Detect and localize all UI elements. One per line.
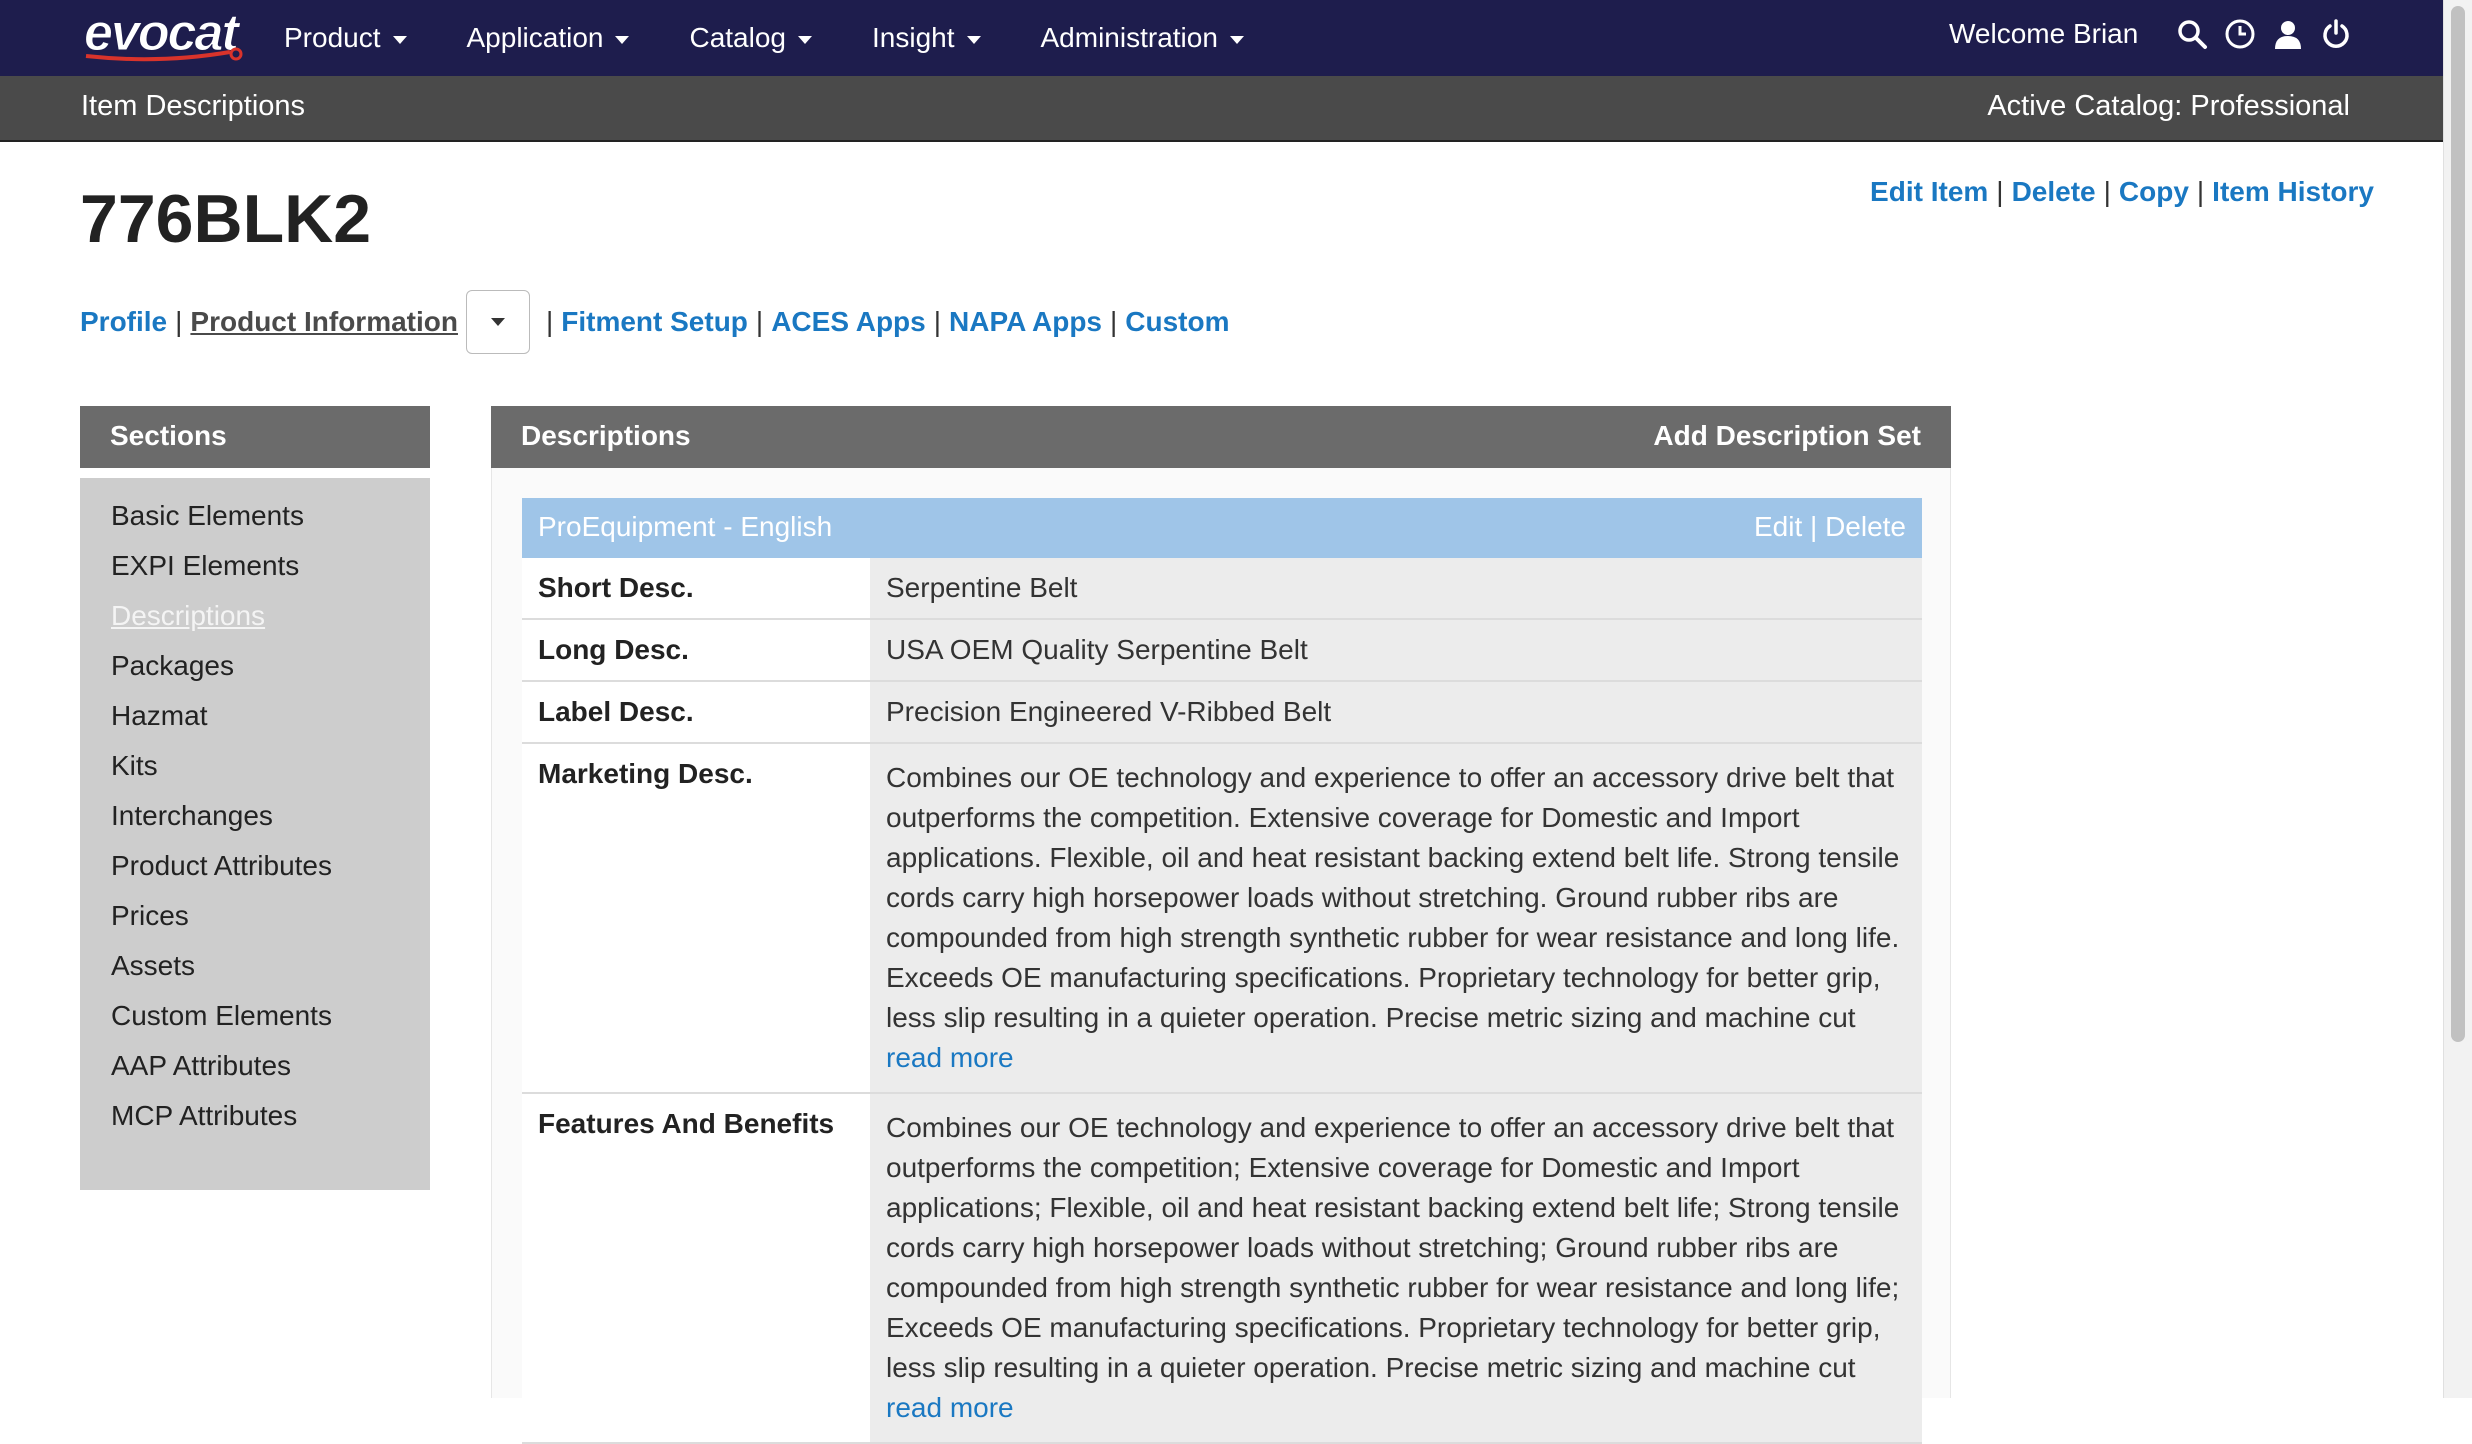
- tab-fitment-setup[interactable]: Fitment Setup: [561, 306, 748, 337]
- scrollbar-thumb[interactable]: [2451, 6, 2465, 1042]
- search-icon[interactable]: [2176, 18, 2208, 50]
- section-interchanges[interactable]: Interchanges: [111, 800, 273, 831]
- separator: |: [1810, 511, 1826, 542]
- descriptions-body: [491, 468, 1951, 1423]
- separator: |: [1996, 176, 2004, 207]
- item-number: 776BLK2: [80, 181, 372, 257]
- chevron-down-icon: [615, 36, 629, 44]
- descriptions-title: Descriptions: [521, 420, 691, 451]
- chevron-down-icon: [491, 318, 505, 326]
- menu-insight-label: Insight: [872, 22, 955, 53]
- features-text: Combines our OE technology and experience to offer an accessory drive belt that outperforms the competition; Extensive coverage for Domestic and Import applications; Flexible, oil and heat resistant backing extend belt life; Strong tensile cords carry high horsepower loads without stretching; Ground rubber ribs are compounded from high strength synthetic rubber for wear resistance and long life; Exceeds OE manufacturing specifications. Proprietary technology for better grip, less slip resulting in a quieter operation. Precise metric sizing and machine cut: [886, 1112, 1900, 1383]
- section-basic-elements[interactable]: Basic Elements: [111, 500, 304, 531]
- power-icon[interactable]: [2320, 18, 2352, 50]
- table-row: [522, 744, 1922, 1094]
- chevron-down-icon: [393, 36, 407, 44]
- marketing-desc-text: Combines our OE technology and experience to offer an accessory drive belt that outperforms the competition. Extensive coverage for Domestic and Import applications. Flexible, oil and heat resistant backing extend belt life. Strong tensile cords carry high horsepower loads without stretching. Ground rubber ribs are compounded from high strength synthetic rubber for wear resistance and long life. Exceeds OE manufacturing specifications. Proprietary technology for better grip, less slip resulting in a quieter operation. Precise metric sizing and machine cut: [886, 762, 1900, 1033]
- section-assets[interactable]: Assets: [111, 950, 196, 981]
- menu-application-label: Application: [466, 22, 604, 53]
- row-value: [870, 744, 1922, 1092]
- row-label: Long Desc.: [522, 620, 870, 680]
- table-row: [522, 558, 1922, 620]
- page-title: Item Descriptions: [81, 90, 306, 122]
- section-aap-attributes[interactable]: AAP Attributes: [111, 1050, 292, 1081]
- page-subheader: [0, 76, 2444, 142]
- descriptions-header: [491, 406, 1951, 468]
- menu-administration-label: Administration: [1040, 22, 1218, 53]
- section-descriptions[interactable]: Descriptions: [111, 600, 266, 631]
- description-set-header: [522, 498, 1922, 558]
- menu-application[interactable]: [467, 22, 630, 54]
- top-nav-bar: [0, 0, 2444, 76]
- section-hazmat[interactable]: Hazmat: [111, 700, 208, 731]
- row-label: Features And Benefits: [522, 1094, 870, 1442]
- separator: |: [2196, 176, 2205, 207]
- read-more-link[interactable]: read more: [886, 1042, 1014, 1073]
- row-label: Label Desc.: [522, 682, 870, 742]
- sections-header: Sections: [80, 406, 430, 468]
- svg-text:evocat: evocat: [84, 6, 237, 62]
- delete-set-link[interactable]: Delete: [1825, 511, 1906, 542]
- row-value: USA OEM Quality Serpentine Belt: [870, 620, 1922, 680]
- menu-catalog-label: Catalog: [689, 22, 786, 53]
- section-packages[interactable]: Packages: [111, 650, 234, 681]
- row-value: Precision Engineered V-Ribbed Belt: [870, 682, 1922, 742]
- description-set-actions: [1754, 511, 1906, 543]
- row-value: Serpentine Belt: [870, 558, 1922, 618]
- tab-aces-apps[interactable]: ACES Apps: [771, 306, 926, 337]
- section-prices[interactable]: Prices: [111, 900, 189, 931]
- sections-list: [80, 478, 430, 1190]
- main-menu: [284, 0, 1304, 76]
- copy-link[interactable]: Copy: [2118, 176, 2189, 207]
- evocat-logo[interactable]: [80, 6, 252, 68]
- tab-profile[interactable]: Profile: [80, 306, 168, 337]
- section-kits[interactable]: Kits: [111, 750, 158, 781]
- item-actions: [1870, 176, 2374, 208]
- menu-product-label: Product: [284, 22, 381, 53]
- section-mcp-attributes[interactable]: MCP Attributes: [111, 1100, 298, 1131]
- add-description-set-button[interactable]: Add Description Set: [1653, 420, 1921, 451]
- table-row: [522, 620, 1922, 682]
- edit-item-link[interactable]: Edit Item: [1870, 176, 1989, 207]
- row-value: [870, 1094, 1922, 1442]
- active-catalog: Active Catalog: Professional: [1987, 90, 2350, 122]
- chevron-down-icon: [967, 36, 981, 44]
- menu-insight[interactable]: [872, 22, 981, 54]
- table-row: [522, 682, 1922, 744]
- table-row: [522, 1094, 1922, 1444]
- separator: |: [933, 306, 942, 337]
- tab-custom[interactable]: Custom: [1125, 306, 1230, 337]
- welcome-text: Welcome Brian: [1949, 18, 2139, 49]
- edit-set-link[interactable]: Edit: [1753, 511, 1803, 542]
- tab-napa-apps[interactable]: NAPA Apps: [949, 306, 1102, 337]
- description-set-name: ProEquipment - English: [538, 511, 833, 542]
- tab-product-information[interactable]: Product Information: [190, 306, 458, 337]
- page-scrollbar[interactable]: [2443, 0, 2472, 1398]
- item-tabs: [80, 290, 1230, 354]
- separator: |: [2103, 176, 2111, 207]
- read-more-link[interactable]: read more: [886, 1392, 1014, 1423]
- menu-administration[interactable]: [1041, 22, 1244, 54]
- separator: |: [1110, 306, 1118, 337]
- product-info-dropdown-button[interactable]: [466, 290, 530, 354]
- item-history-link[interactable]: Item History: [2212, 176, 2374, 207]
- descriptions-table: [522, 558, 1922, 1444]
- user-icon[interactable]: [2272, 18, 2304, 50]
- chevron-down-icon: [1230, 36, 1244, 44]
- row-label: Marketing Desc.: [522, 744, 870, 1092]
- separator: |: [545, 306, 554, 337]
- separator: |: [175, 306, 183, 337]
- menu-product[interactable]: [284, 22, 407, 54]
- menu-catalog[interactable]: [689, 22, 812, 54]
- section-custom-elements[interactable]: Custom Elements: [111, 1000, 332, 1031]
- section-expi-elements[interactable]: EXPI Elements: [111, 550, 300, 581]
- delete-link[interactable]: Delete: [2011, 176, 2096, 207]
- separator: |: [755, 306, 764, 337]
- section-product-attributes[interactable]: Product Attributes: [111, 850, 333, 881]
- chevron-down-icon: [798, 36, 812, 44]
- row-label: Short Desc.: [522, 558, 870, 618]
- clock-icon[interactable]: [2224, 18, 2256, 50]
